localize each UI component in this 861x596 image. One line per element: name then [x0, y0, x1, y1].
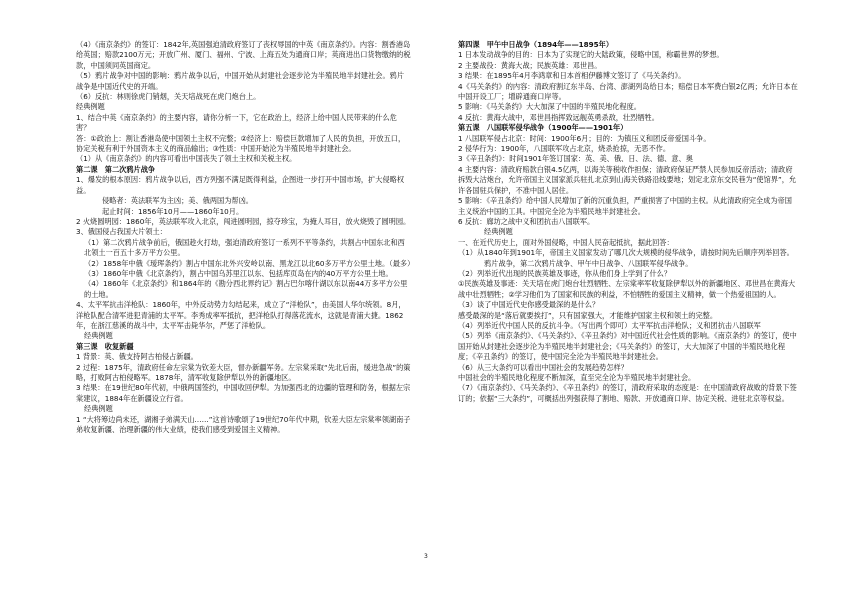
- paragraph: 3《辛丑条约》：时间1901年签订国家：英、美、俄、日、法、德、意、奥: [458, 154, 693, 164]
- paragraph: 2 主要战役：黄海大战；民族英雄：邓世昌。: [458, 60, 602, 70]
- paragraph: 感受最深的是“落后就要挨打”，只有国家强大，才能维护国家主权和领土的完整。: [458, 310, 718, 320]
- paragraph: （1）从《南京条约》的内容可看出中国丧失了领土主权和关税主权。: [76, 154, 297, 164]
- paragraph: 3、俄国侵占我国大片领土：: [76, 227, 167, 237]
- paragraph: （1）从1840年到1901年，帝国主义国家发动了哪几次大规模的侵华战争，请按时间先后顺序列举回答。: [458, 248, 794, 258]
- paragraph: 经典例题: [484, 227, 513, 237]
- paragraph: （2）列举近代出现的民族英雄及事迹，你从他们身上学到了什么？: [458, 268, 672, 278]
- paragraph: （2）1858年中俄《瑷珲条约》割占中国东北外兴安岭以南、黑龙江以北60多万平方公里土地。（最多）: [84, 258, 415, 268]
- paragraph: 1 日本发动战争的目的：日本为了实现它的大陆政策，侵略中国，称霸世界的梦想。: [458, 50, 724, 60]
- paragraph: （3）谈了中国近代史你感受最深的是什么？: [458, 300, 600, 310]
- section-heading: 第四课 甲午中日战争（1894年——1895年）: [458, 40, 614, 49]
- paragraph: 2 火烧圆明园：1860年，英法联军攻入北京，闯进圆明园，掠夺珍宝，为掩人耳目，放火烧毁了圆明园。: [76, 216, 411, 226]
- paragraph: 4、太平军抗击洋枪队：1860年，中外反动势力勾结起来，成立了“洋枪队”，由美国人华尔统领。8月，洋枪队配合清军进犯青浦的太平军。李秀成率军抵抗，把洋枪队打得落花流水，这就是青浦大捷。1862年，在浙江慈溪的战斗中，太平军击毙华尔，严惩了洋枪队。: [76, 300, 406, 330]
- paragraph: 2 侵华行为：1900年，八国联军攻占北京，烧杀抢掠，无恶不作。: [458, 144, 671, 154]
- section-heading: 第二课 第二次鸦片战争: [76, 164, 156, 174]
- left-column: [76, 40, 415, 435]
- paragraph: （7）《南京条约》、《马关条约》、《辛丑条约》的签订，清政府采取的态度是：在中国清政府战败的背景下签订的；依据“三大条约”，可概括出列强获得了割地、赔款、开放通商口岸、协定关税、进驻北京等权益。: [458, 383, 797, 403]
- paragraph: 侵略者：英法联军为主凶；美、俄两国为帮凶。: [102, 196, 253, 206]
- paragraph: ①民族英雄及事迹：关天培在虎门炮台壮烈牺牲、左宗棠率军收复除伊犁以外的新疆地区、邓世昌在黄海大战中壮烈牺牲；②学习他们为了国家和民族的利益，不怕牺牲的爱国主义精神，做一个热爱祖国的人。: [458, 279, 796, 299]
- paragraph: 4 主要内容：清政府赔款白银4.5亿两，以海关等税收作担保；清政府保证严禁人民参加反帝活动；清政府拆毁大沽炮台，允许帝国主义国家派兵驻扎北京到山海关铁路沿线要地；划定北京东交民巷为“使馆界”，允许各国驻兵保护，不准中国人居住。: [458, 164, 797, 195]
- paragraph: （4）列举近代中国人民的反抗斗争。（写出两个即可）太平军抗击洋枪队；义和团抗击八国联军: [458, 320, 761, 330]
- page-number: 3: [424, 553, 428, 560]
- paragraph: 一、在近代历史上，面对外国侵略，中国人民奋起抵抗，据此回答：: [458, 237, 674, 247]
- paragraph: 1 背景：英、俄支持阿古柏侵占新疆。: [76, 352, 198, 362]
- paragraph: 鸦片战争，第二次鸦片战争、甲午中日战争、八国联军侵华战争。: [484, 258, 693, 268]
- paragraph: （5）鸦片战争对中国的影响：鸦片战争以后，中国开始从封建社会逐步沦为半殖民地半封建社会。鸦片战争是中国近代史的开端。: [76, 71, 405, 91]
- paragraph: 1 八国联军侵占北京：时间：1900年6月；目的：为镇压义和团反帝爱国斗争。: [458, 133, 711, 143]
- paragraph: 经典例题: [84, 404, 113, 414]
- paragraph: （3）1860年中俄《北京条约》，割占中国乌苏里江以东、包括库页岛在内的40万平方公里土地。: [84, 268, 393, 278]
- paragraph: （1）第二次鸦片战争前后，俄国趁火打劫，强迫清政府签订一系列不平等条约，共割占中国东北和西北领土一百五十多万平方公里。: [84, 237, 405, 258]
- paragraph: （4）《南京条约》的签订：1842年,英国强迫清政府签订了丧权辱国的中英《南京条约》。内容：割香港岛给英国；赔款2100万元；开放广州、厦门、福州、宁波、上海五处为通商口岸；英商进出口货物缴纳的税款，中国须同英国商定。: [76, 40, 411, 70]
- section-heading: 第三课 收复新疆: [76, 341, 134, 351]
- paragraph: 3 结果：在19世纪80年代初，中俄两国签约，中国收回伊犁。为加强西北的边疆的管理和防务，根据左宗棠建议，1884年在新疆设立行省。: [76, 383, 411, 403]
- paragraph: （6）反抗：林则徐虎门销烟，关天培战死在虎门炮台上。: [76, 92, 261, 102]
- paragraph: 经典例题: [84, 331, 113, 341]
- paragraph: 4《马关条约》的内容：清政府割辽东半岛、台湾、澎湖列岛给日本；赔偿日本军费白银2亿两；允许日本在中国开设工厂；增辟通商口岸等。: [458, 81, 798, 102]
- paragraph: 5 影响：《辛丑条约》给中国人民增加了新的沉重负担，严重损害了中国的主权。从此清政府完全成为帝国主义统治中国的工具。中国完全沦为半殖民地半封建社会。: [458, 196, 792, 216]
- paragraph: 4 反抗：黄海大战中，邓世昌指挥致远舰英勇杀敌，壮烈牺牲。: [458, 112, 659, 122]
- paragraph: 3 结果：在1895年4月李鸿章和日本首相伊藤博文签订了《马关条约》。: [458, 71, 686, 81]
- paragraph: 中国社会的半殖民地化程度不断加深，直至完全沦为半殖民地半封建社会。: [458, 373, 696, 382]
- paragraph: 起止时间：1856年10月——1860年10月。: [102, 206, 244, 216]
- paragraph: 2 过程：1875年，清政府任命左宗棠为钦差大臣，督办新疆军务。左宗棠采取“先北后南，缓进急战”的策略，打败阿古柏侵略军。1878年，清军收复除伊犁以外的新疆地区。: [76, 362, 411, 382]
- paragraph: 经典例题: [76, 102, 105, 112]
- paragraph: 1、爆发的根本原因：鸦片战争以后，西方列强不满足既得利益，企图进一步打开中国市场，扩大侵略权益。: [76, 175, 405, 195]
- paragraph: （4）1860年《北京条约》和1864年的《勘分西北界约记》割占巴尔喀什湖以东以南44万多平方公里的土地。: [84, 279, 408, 299]
- paragraph: （6）从三大条约可以看出中国社会的发展趋势怎样？: [458, 362, 628, 372]
- paragraph: 5 影响：《马关条约》大大加深了中国的半殖民地化程度。: [458, 102, 641, 112]
- paragraph: （5）列举《南京条约》、《马关条约》、《辛丑条约》对中国近代社会性质的影响。《南京条约》的签订，使中国开始从封建社会逐步沦为半殖民地半封建社会；《马关条约》的签订，大大加深了中国的半殖民地化程度；《辛丑条约》的签订，使中国完全沦为半殖民地半封建社会。: [458, 331, 797, 362]
- paragraph: 6 反抗：廊坊之战中义和团抗击八国联军。: [458, 216, 595, 226]
- paragraph: 答：①政治上：割让香港岛使中国领土主权不完整；②经济上：赔偿巨款增加了人民的负担，开放五口，协定关税有利于外国资本主义的商品输出；③性质：中国开始沦为半殖民地半封建社会。: [76, 133, 406, 154]
- paragraph: 1 “大将筹边尚未还，湖湘子弟满天山……”这首诗歌颂了19世纪70年代中期，钦差大臣左宗棠率领湖南子弟收复新疆、治理新疆的伟大业绩，使我们感受到爱国主义精神。: [76, 414, 411, 435]
- section-heading: 第五课 八国联军侵华战争（1900年——1901年）: [458, 123, 628, 133]
- paragraph: 1、结合中英《南京条约》的主要内容，请你分析一下，它在政治上，经济上给中国人民带来的什么危害？: [76, 112, 397, 133]
- right-column: [458, 40, 798, 404]
